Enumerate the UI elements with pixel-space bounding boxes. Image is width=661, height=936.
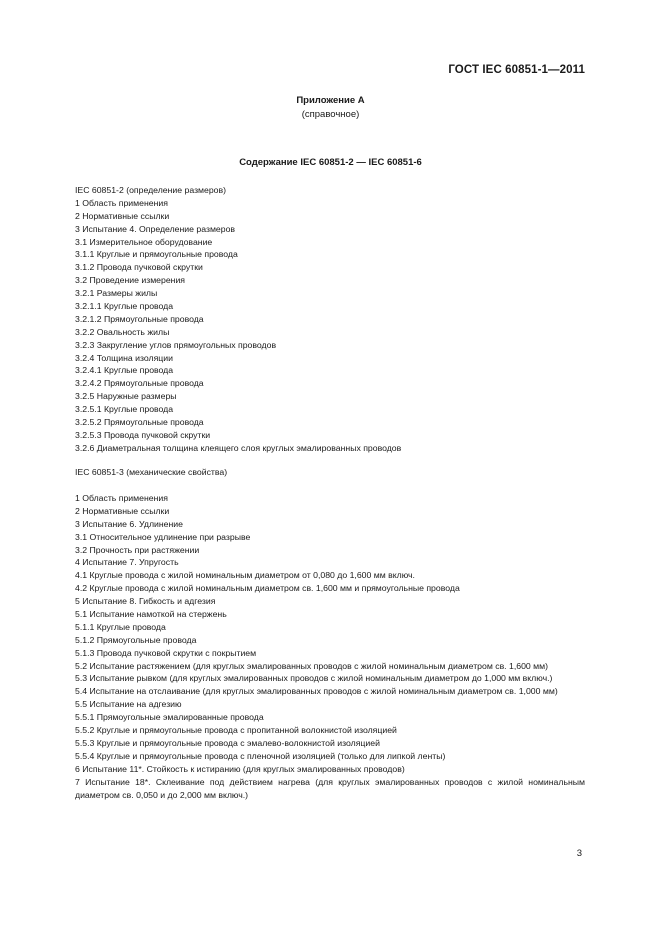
section-60851-3-items bbox=[75, 492, 585, 801]
toc-item: 3.2 Проведение измерения bbox=[75, 275, 186, 286]
section-60851-3 bbox=[75, 466, 585, 479]
toc-item: 5.5.3 Круглые и прямоугольные провода с эмалево-волокнистой изоляцией bbox=[75, 737, 380, 748]
section-60851-2 bbox=[75, 184, 585, 455]
toc-item: 5.1.2 Прямоугольные провода bbox=[75, 634, 197, 645]
appendix-subtitle: (справочное) bbox=[301, 109, 360, 120]
toc-item: 3.2.2 Овальность жилы bbox=[75, 326, 170, 337]
contents-title: Содержание IEC 60851-2 — IEC 60851-6 bbox=[239, 157, 422, 168]
toc-item: 3.2.5 Наружные размеры bbox=[75, 391, 177, 402]
toc-paragraph: 5.2 Испытание растяжением (для круглых эмалированных проводов с жилой номинальным диаметром св. 1,600 мм) bbox=[75, 660, 549, 671]
toc-item: 3.2.5.2 Прямоугольные провода bbox=[75, 417, 204, 428]
toc-item: 3.2.4.1 Круглые провода bbox=[75, 365, 174, 376]
toc-paragraph: 5.4 Испытание на отслаивание (для круглых эмалированных проводов с жилой номинальным диаметром св. 1,000 мм) bbox=[75, 686, 558, 697]
toc-item: 5.5.2 Круглые и прямоугольные провода с пропитанной волокнистой изоляцией bbox=[75, 725, 397, 736]
toc-list bbox=[75, 698, 585, 775]
appendix-title: Приложение А bbox=[296, 95, 365, 106]
toc-item: 5 Испытание 8. Гибкость и адгезия bbox=[75, 596, 216, 607]
toc-item: 5.5 Испытание на адгезию bbox=[75, 699, 182, 710]
toc-item: 5.1.1 Круглые провода bbox=[75, 621, 166, 632]
toc-item: 3 Испытание 6. Удлинение bbox=[75, 518, 183, 529]
toc-item: 3.2.1.1 Круглые провода bbox=[75, 301, 174, 312]
toc-item: 2 Нормативные ссылки bbox=[75, 210, 170, 221]
toc-item: 3.2.1.2 Прямоугольные провода bbox=[75, 313, 204, 324]
toc-item: 5.5.1 Прямоугольные эмалированные провода bbox=[75, 712, 264, 723]
toc-item: 3.1 Относительное удлинение при разрыве bbox=[75, 531, 251, 542]
toc-item: 3 Испытание 4. Определение размеров bbox=[75, 223, 236, 234]
toc-item: 3.2.5.1 Круглые провода bbox=[75, 404, 174, 415]
toc-list bbox=[75, 492, 585, 660]
toc-item: 3.2.6 Диаметральная толщина клеящего слоя круглых эмалированных проводов bbox=[75, 442, 402, 453]
appendix-heading bbox=[0, 94, 661, 122]
standard-code: ГОСТ IEC 60851-1—2011 bbox=[448, 64, 585, 76]
toc-item: 3.2.4 Толщина изоляции bbox=[75, 352, 173, 363]
toc-item: 4 Испытание 7. Упругость bbox=[75, 557, 179, 568]
toc-item: 1 Область применения bbox=[75, 493, 168, 503]
toc-item: 5.1 Испытание намоткой на стержень bbox=[75, 609, 227, 620]
toc-item: 3.2.3 Закругление углов прямоугольных проводов bbox=[75, 339, 277, 350]
toc-item: 2 Нормативные ссылки bbox=[75, 505, 170, 516]
toc-item: 3.1.1 Круглые и прямоугольные провода bbox=[75, 249, 238, 260]
toc-item: 5.1.3 Провода пучковой скрутки с покрытием bbox=[75, 647, 257, 658]
section-heading: IEC 60851-2 (определение размеров) bbox=[75, 185, 227, 195]
page-number: 3 bbox=[576, 848, 582, 859]
toc-paragraph: 7 Испытание 18*. Склеивание под действием нагрева (для круглых эмалированных проводов с жилой номинальным диаметром св. 0,050 и до 2,000 мм включ.) bbox=[75, 776, 585, 800]
toc-item: 6 Испытание 11*. Стойкость к истиранию (для круглых эмалированных проводов) bbox=[75, 763, 405, 774]
toc-paragraph: 5.3 Испытание рывком (для круглых эмалированных проводов с жилой номинальным диаметром до 1,000 мм включ.) bbox=[75, 673, 553, 684]
toc-list bbox=[75, 197, 585, 455]
toc-item: 3.1.2 Провода пучковой скрутки bbox=[75, 262, 203, 273]
toc-item: 4.2 Круглые провода с жилой номинальным диаметром св. 1,600 мм и прямоугольные провода bbox=[75, 583, 460, 594]
toc-item: 1 Область применения bbox=[75, 197, 168, 208]
section-heading: IEC 60851-3 (механические свойства) bbox=[75, 467, 228, 477]
toc-item: 3.2.4.2 Прямоугольные провода bbox=[75, 378, 204, 389]
toc-item: 3.2 Прочность при растяжении bbox=[75, 544, 200, 555]
toc-item: 3.1 Измерительное оборудование bbox=[75, 236, 213, 247]
toc-item: 3.2.5.3 Провода пучковой скрутки bbox=[75, 429, 211, 440]
toc-item: 3.2.1 Размеры жилы bbox=[75, 288, 158, 299]
toc-item: 4.1 Круглые провода с жилой номинальным диаметром от 0,080 до 1,600 мм включ. bbox=[75, 570, 415, 581]
toc-item: 5.5.4 Круглые и прямоугольные провода с пленочной изоляцией (только для липкой ленты) bbox=[75, 750, 446, 761]
